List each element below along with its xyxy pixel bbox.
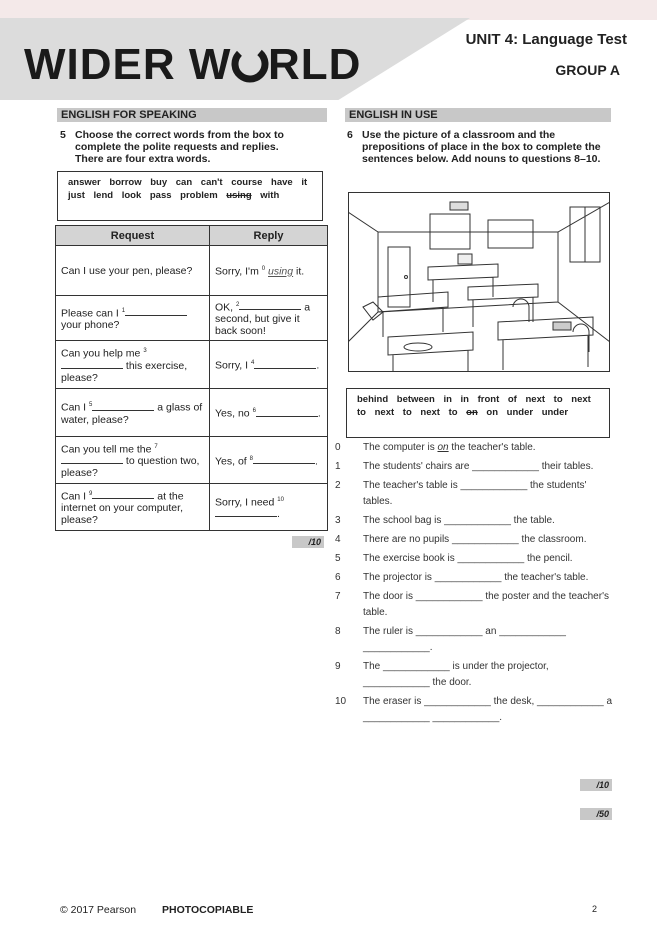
sentence-text: The ____________ is under the projector, ____________ the door. [363,661,549,688]
word-box-word: problem [180,190,218,201]
cell-text: Sorry, I [215,359,251,372]
cell-text: . [317,407,321,420]
cell-text: Sorry, I'm [215,265,262,278]
cell-text: Sorry, I need [215,496,278,509]
gap-number: 2 [236,301,240,308]
reply-cell [210,389,328,437]
answer-blank[interactable] [254,360,316,369]
gap-number: 9 [89,490,93,497]
cell-text: a second, but give it back soon! [215,301,311,338]
request-cell [56,341,210,389]
gap-number: 0 [261,266,266,273]
gap-number: 3 [143,348,147,355]
word-box-word: borrow [109,177,142,188]
sentence-item [335,694,615,726]
svg-text:WIDER W: WIDER W [24,40,232,88]
request-cell [56,437,210,484]
classroom-picture [348,192,610,377]
gap-number: 4 [250,360,255,367]
item-number: 9 [335,661,341,672]
example-answer: using [268,265,294,278]
word-box-word: course [231,177,263,188]
preposition-word: next to [357,394,591,418]
cell-text: Please can I [61,307,122,320]
cell-text: Can you help me [61,347,144,360]
exercise-number: 6 [347,129,353,141]
gap-number: 6 [252,408,256,415]
cell-text: Yes, of [215,455,250,468]
sentence-text: the teacher's table. [448,442,536,453]
answer-blank[interactable] [125,307,187,316]
prepositions-box [346,388,610,438]
preposition-word: under [541,407,569,418]
sentence-text: There are no pupils ____________ the classroom. [363,534,587,545]
cell-text: Can I [61,490,90,503]
word-box-word: just [68,190,85,201]
score-box-6: /10 [580,779,612,791]
sentence-item [335,513,615,529]
preposition-word: on [486,407,499,418]
answer-blank[interactable] [253,455,315,464]
cell-text: Yes, no [215,407,253,420]
item-number: 8 [335,626,341,637]
preposition-word: under [506,407,534,418]
sentence-text: The eraser is ____________ the desk, ____________ a ____________ ____________. [363,696,613,723]
item-number: 2 [335,480,341,491]
cell-text: at the internet on your computer, please? [61,490,184,527]
cell-text: Can I use your pen, please? [61,264,193,277]
cell-text: a glass of water, please? [61,401,203,426]
sentence-text: The projector is ____________ the teacher's table. [363,572,589,583]
group-label: GROUP A [555,62,620,78]
request-cell [56,296,210,341]
cell-text: this exercise, please? [61,359,188,384]
sentence-text: The door is ____________ the poster and the teacher's table. [363,591,609,618]
table-row [56,341,328,389]
score-box: /10 [292,536,324,548]
table-row [56,484,328,531]
sentence-text: The teacher's table is ____________ the students' tables. [363,480,587,507]
item-number: 10 [335,696,347,707]
answer-blank[interactable] [215,508,277,517]
item-number: 6 [335,572,341,583]
preposition-word: behind [357,394,389,405]
sentence-item [335,478,615,510]
cell-text: it. [293,265,305,278]
word-box-word: can't [200,177,223,188]
example-answer: on [437,442,449,453]
cell-text: Can I [61,401,90,414]
request-cell [56,246,210,296]
copyright: © 2017 Pearson [60,904,137,916]
preposition-word: next to [374,407,412,418]
sentence-item [335,551,615,567]
answer-blank[interactable] [61,455,123,464]
sentence-item [335,589,615,621]
cell-text: . [277,508,280,521]
sentence-text: The ruler is ____________ an ____________ ____________. [363,626,566,653]
page-number: 2 [592,904,598,914]
word-box-word: look [121,190,142,201]
word-box-word: answer [68,177,101,188]
section-heading-speaking: ENGLISH FOR SPEAKING [57,108,327,122]
sentence-item [335,624,615,656]
answer-blank[interactable] [92,490,154,499]
cell-text: . [316,359,320,372]
word-box [57,171,323,221]
reply-cell [210,437,328,484]
instruction-text: Use the picture of a classroom and the prepositions of place in the box to complete the sentences below. Add nouns to questions 8–10. [362,129,601,165]
reply-cell [210,296,328,341]
sentence-item [335,532,615,548]
exercise-number: 5 [60,129,66,141]
preposition-word: between [396,394,435,405]
logo [24,38,364,99]
sentence-list [335,440,615,729]
sentence-item [335,659,615,691]
answer-blank[interactable] [256,408,318,417]
preposition-word: next to [420,407,458,418]
cell-text: Can you tell me the [61,443,155,456]
sentence-text: The computer is [363,442,438,453]
word-box-word: pass [149,190,172,201]
table-row [56,296,328,341]
cell-text: OK, [215,301,237,314]
svg-text:RLD: RLD [268,40,362,88]
cell-text: to question two, please? [61,455,200,480]
sentence-item [335,570,615,586]
reply-cell [210,341,328,389]
sentence-item [335,440,615,456]
cell-text: . [314,455,318,468]
item-number: 7 [335,591,341,602]
gap-number: 7 [154,443,158,450]
gap-number: 10 [277,496,284,503]
request-cell [56,484,210,531]
preposition-word: next to [525,394,563,405]
unit-title: UNIT 4: Language Test [465,31,627,48]
photocopiable-label: PHOTOCOPIABLE [162,904,254,916]
gap-number: 8 [249,455,253,462]
gap-number: 5 [89,402,93,409]
answer-blank[interactable] [239,301,301,310]
word-box-word: with [260,190,280,201]
reply-cell [210,246,328,296]
gap-number: 1 [121,307,126,314]
item-number: 3 [335,515,341,526]
word-box-word: can [175,177,193,188]
request-cell [56,389,210,437]
exercise-6-instruction [347,129,609,165]
answer-blank[interactable] [61,360,123,369]
sentence-text: The exercise book is ____________ the pencil. [363,553,573,564]
instruction-text: Choose the correct words from the box to complete the polite requests and replies. There are four extra words. [75,129,284,165]
top-band [0,0,657,20]
total-score-box: /50 [580,808,612,820]
word-box-word: using [226,190,252,201]
item-number: 0 [335,442,341,453]
request-reply-table [55,225,328,531]
item-number: 5 [335,553,341,564]
section-heading-english-in-use: ENGLISH IN USE [345,108,611,122]
table-row [56,246,328,296]
cell-text: your phone? [61,319,120,332]
header-request: Request [56,226,210,246]
exercise-5-instruction [60,129,310,165]
header-reply: Reply [210,226,328,246]
sentence-text: The school bag is ____________ the table. [363,515,555,526]
sentence-text: The students' chairs are ____________ their tables. [363,461,594,472]
preposition-word: on [466,407,478,418]
table-row [56,389,328,437]
answer-blank[interactable] [92,402,154,411]
reply-cell [210,484,328,531]
item-number: 4 [335,534,341,545]
word-box-word: have [271,177,293,188]
sentence-item [335,459,615,475]
word-box-word: lend [93,190,114,201]
item-number: 1 [335,461,341,472]
preposition-word: in front of [460,394,517,405]
table-row [56,437,328,484]
preposition-word: in [443,394,452,405]
word-box-word: buy [150,177,168,188]
word-box-word: it [301,177,308,188]
